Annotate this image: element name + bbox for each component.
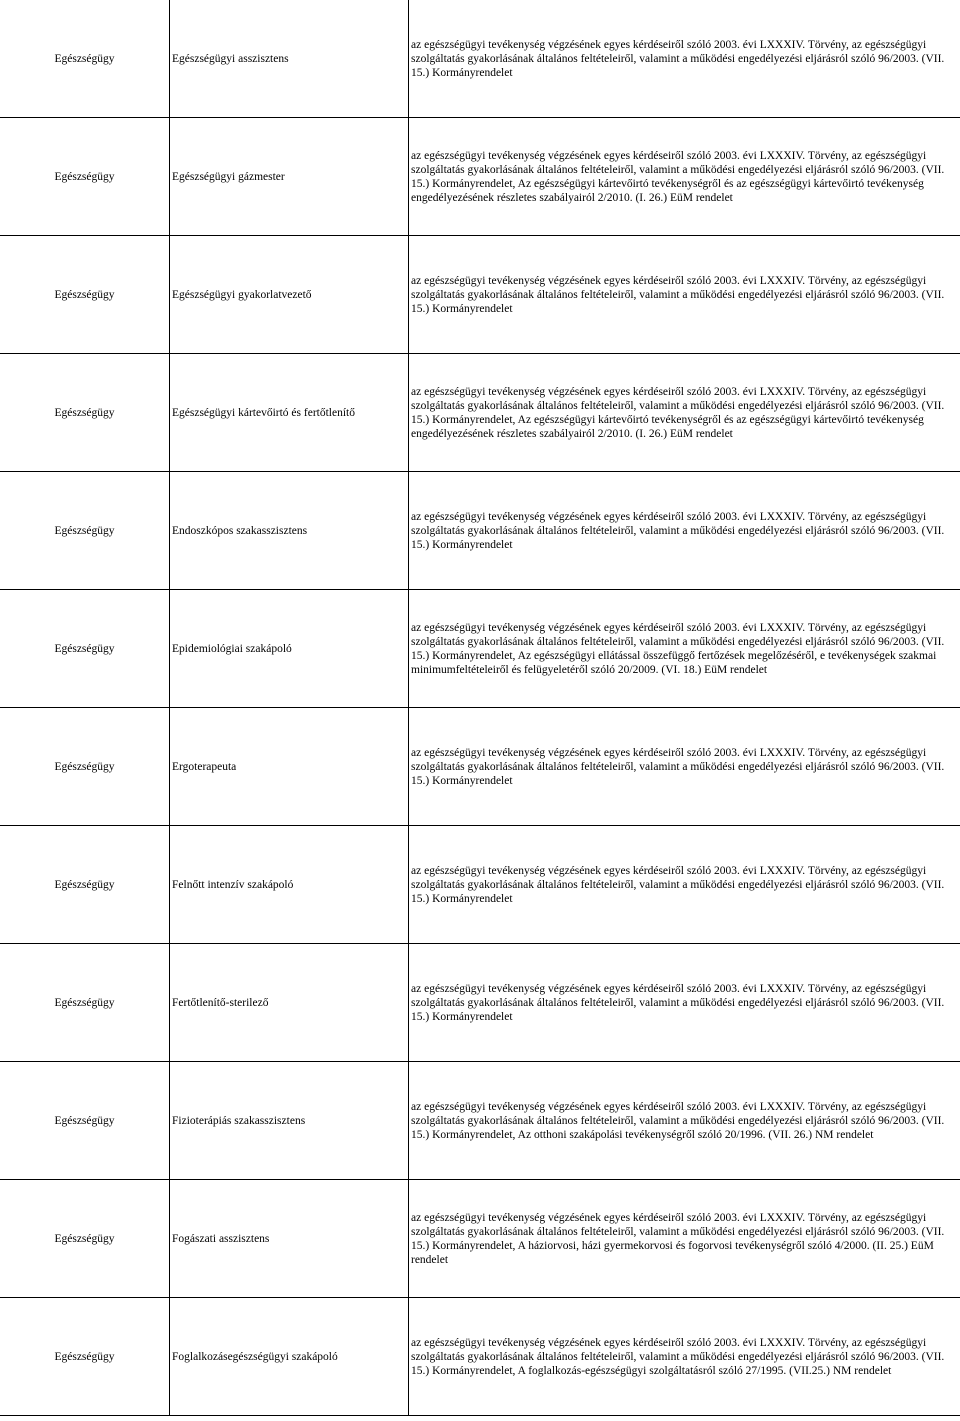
legislation-cell: az egészségügyi tevékenység végzésének egyes kérdéseiről szóló 2003. évi LXXXIV. Törvény, az egészségügyi szolgáltatás gyakorlásának általános feltételeiről, valamint a működési engedélyezési eljárásról szóló 96/2003. (VII. 15.) Kormányrendelet — [409, 472, 960, 590]
legislation-cell: az egészségügyi tevékenység végzésének egyes kérdéseiről szóló 2003. évi LXXXIV. Törvény, az egészségügyi szolgáltatás gyakorlásának általános feltételeiről, valamint a működési engedélyezési eljárásról szóló 96/2003. (VII. 15.) Kormányrendelet, A háziorvosi, házi gyermekorvosi és fogorvosi tevékenységről szóló 4/2000. (II. 25.) EüM rendelet — [409, 1180, 960, 1298]
area-cell: Egészségügy — [0, 944, 170, 1062]
area-cell: Egészségügy — [0, 1062, 170, 1180]
legislation-cell: az egészségügyi tevékenység végzésének egyes kérdéseiről szóló 2003. évi LXXXIV. Törvény, az egészségügyi szolgáltatás gyakorlásának általános feltételeiről, valamint a működési engedélyezési eljárásról szóló 96/2003. (VII. 15.) Kormányrendelet, A foglalkozás-egészségügyi szolgáltatásról szóló 27/1995. (VII.25.) NM rendelet — [409, 1298, 960, 1416]
job-title-cell: Fertőtlenítő-sterilező — [170, 944, 409, 1062]
job-title-cell: Egészségügyi asszisztens — [170, 0, 409, 118]
legislation-cell: az egészségügyi tevékenység végzésének egyes kérdéseiről szóló 2003. évi LXXXIV. Törvény, az egészségügyi szolgáltatás gyakorlásának általános feltételeiről, valamint a működési engedélyezési eljárásról szóló 96/2003. (VII. 15.) Kormányrendelet — [409, 708, 960, 826]
area-cell: Egészségügy — [0, 118, 170, 236]
legislation-cell: az egészségügyi tevékenység végzésének egyes kérdéseiről szóló 2003. évi LXXXIV. Törvény, az egészségügyi szolgáltatás gyakorlásának általános feltételeiről, valamint a működési engedélyezési eljárásról szóló 96/2003. (VII. 15.) Kormányrendelet, Az egészségügyi kártevőirtó tevékenységről és az egészségügyi kártevőirtó tevékenység engedélyezésének részletes szabályairól 2/2010. (I. 26.) EüM rendelet — [409, 118, 960, 236]
job-title-cell: Egészségügyi gázmester — [170, 118, 409, 236]
table-row — [0, 708, 960, 826]
legislation-cell: az egészségügyi tevékenység végzésének egyes kérdéseiről szóló 2003. évi LXXXIV. Törvény, az egészségügyi szolgáltatás gyakorlásának általános feltételeiről, valamint a működési engedélyezési eljárásról szóló 96/2003. (VII. 15.) Kormányrendelet, Az egészségügyi kártevőirtó tevékenységről és az egészségügyi kártevőirtó tevékenység engedélyezésének részletes szabályairól 2/2010. (I. 26.) EüM rendelet — [409, 354, 960, 472]
area-cell: Egészségügy — [0, 590, 170, 708]
job-title-cell: Endoszkópos szakasszisztens — [170, 472, 409, 590]
table-row — [0, 1298, 960, 1416]
table-row — [0, 590, 960, 708]
area-cell: Egészségügy — [0, 472, 170, 590]
table-row — [0, 472, 960, 590]
legislation-cell: az egészségügyi tevékenység végzésének egyes kérdéseiről szóló 2003. évi LXXXIV. Törvény, az egészségügyi szolgáltatás gyakorlásának általános feltételeiről, valamint a működési engedélyezési eljárásról szóló 96/2003. (VII. 15.) Kormányrendelet — [409, 0, 960, 118]
job-title-cell: Fizioterápiás szakasszisztens — [170, 1062, 409, 1180]
area-cell: Egészségügy — [0, 0, 170, 118]
legislation-cell: az egészségügyi tevékenység végzésének egyes kérdéseiről szóló 2003. évi LXXXIV. Törvény, az egészségügyi szolgáltatás gyakorlásának általános feltételeiről, valamint a működési engedélyezési eljárásról szóló 96/2003. (VII. 15.) Kormányrendelet — [409, 944, 960, 1062]
job-title-cell: Egészségügyi kártevőirtó és fertőtlenítő — [170, 354, 409, 472]
job-title-cell: Egészségügyi gyakorlatvezető — [170, 236, 409, 354]
legislation-cell: az egészségügyi tevékenység végzésének egyes kérdéseiről szóló 2003. évi LXXXIV. Törvény, az egészségügyi szolgáltatás gyakorlásának általános feltételeiről, valamint a működési engedélyezési eljárásról szóló 96/2003. (VII. 15.) Kormányrendelet — [409, 236, 960, 354]
table-row — [0, 1062, 960, 1180]
area-cell: Egészségügy — [0, 826, 170, 944]
job-title-cell: Ergoterapeuta — [170, 708, 409, 826]
table-row — [0, 236, 960, 354]
area-cell: Egészségügy — [0, 1180, 170, 1298]
table-row — [0, 118, 960, 236]
area-cell: Egészségügy — [0, 236, 170, 354]
table-row — [0, 944, 960, 1062]
job-title-cell: Fogászati asszisztens — [170, 1180, 409, 1298]
table-row — [0, 826, 960, 944]
area-cell: Egészségügy — [0, 708, 170, 826]
area-cell: Egészségügy — [0, 1298, 170, 1416]
legislation-cell: az egészségügyi tevékenység végzésének egyes kérdéseiről szóló 2003. évi LXXXIV. Törvény, az egészségügyi szolgáltatás gyakorlásának általános feltételeiről, valamint a működési engedélyezési eljárásról szóló 96/2003. (VII. 15.) Kormányrendelet, Az otthoni szakápolási tevékenységről szóló 20/1996. (VII. 26.) NM rendelet — [409, 1062, 960, 1180]
area-cell: Egészségügy — [0, 354, 170, 472]
job-title-cell: Felnőtt intenzív szakápoló — [170, 826, 409, 944]
job-title-cell: Epidemiológiai szakápoló — [170, 590, 409, 708]
job-title-cell: Foglalkozásegészségügyi szakápoló — [170, 1298, 409, 1416]
table-row — [0, 1180, 960, 1298]
legislation-cell: az egészségügyi tevékenység végzésének egyes kérdéseiről szóló 2003. évi LXXXIV. Törvény, az egészségügyi szolgáltatás gyakorlásának általános feltételeiről, valamint a működési engedélyezési eljárásról szóló 96/2003. (VII. 15.) Kormányrendelet — [409, 826, 960, 944]
legislation-cell: az egészségügyi tevékenység végzésének egyes kérdéseiről szóló 2003. évi LXXXIV. Törvény, az egészségügyi szolgáltatás gyakorlásának általános feltételeiről, valamint a működési engedélyezési eljárásról szóló 96/2003. (VII. 15.) Kormányrendelet, Az egészségügyi ellátással összefüggő fertőzések megelőzéséről, e tevékenységek szakmai minimumfeltételeiről és felügyeletéről szóló 20/2009. (VI. 18.) EüM rendelet — [409, 590, 960, 708]
table-row — [0, 0, 960, 118]
table-row — [0, 354, 960, 472]
